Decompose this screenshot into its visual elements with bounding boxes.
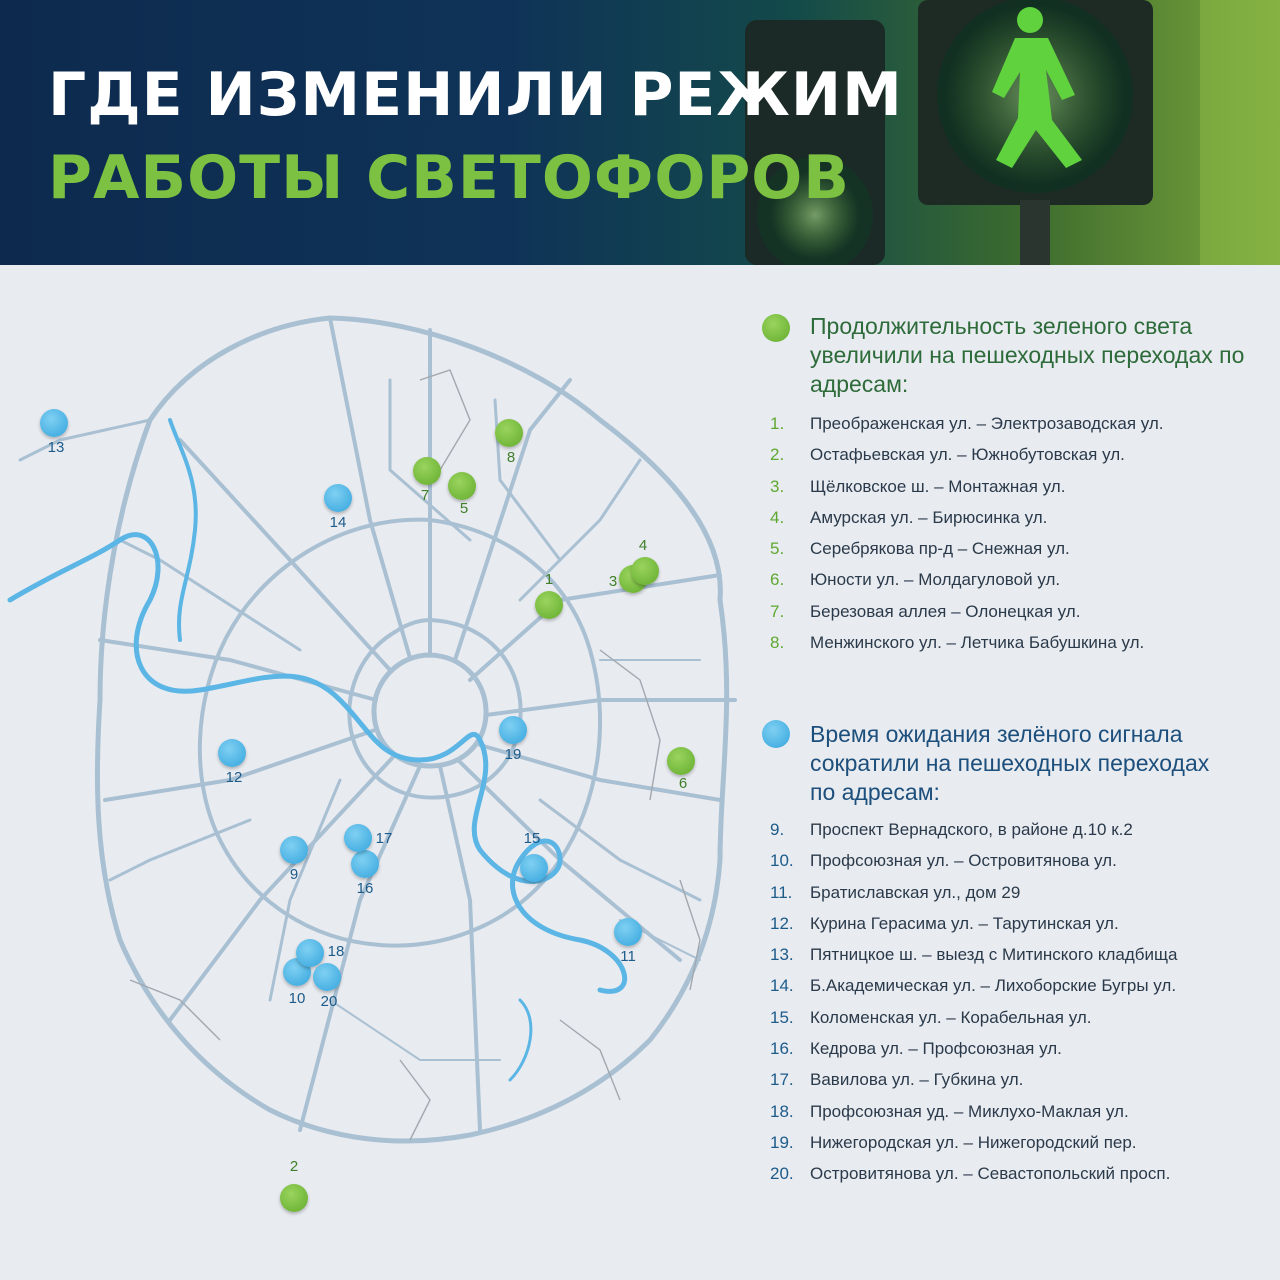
map-marker-label: 6 (678, 775, 688, 792)
legend-green-dot (762, 314, 790, 342)
list-item-address: Б.Академическая ул. – Лихоборские Бугры ул. (810, 976, 1177, 996)
list-item-number: 1. (770, 414, 785, 433)
map-marker-7 (413, 457, 441, 485)
map-marker-label: 12 (225, 769, 243, 786)
map-marker-16 (351, 850, 379, 878)
list-item-number: 18. (770, 1101, 794, 1121)
map-marker-label: 18 (327, 943, 345, 960)
map-marker-label: 1 (544, 571, 554, 588)
list-item-address: Кедрова ул. – Профсоюзная ул. (810, 1039, 1062, 1059)
list-item-number: 20. (770, 1164, 794, 1184)
list-item-address: Нижегородская ул. – Нижегородский пер. (810, 1132, 1137, 1152)
map-marker-5 (448, 472, 476, 500)
map-marker-label: 10 (288, 990, 306, 1007)
map-marker-label: 20 (320, 993, 338, 1010)
list-item-number: 7. (770, 601, 785, 621)
list-item-number: 19. (770, 1132, 794, 1152)
list-item-number: 8. (770, 633, 785, 653)
list-item-number: 15. (770, 1007, 794, 1027)
header-banner (0, 0, 1280, 265)
title-line-1: ГДЕ ИЗМЕНИЛИ РЕЖИМ (48, 60, 903, 130)
list-item-number: 9. (770, 820, 785, 839)
legend-green-heading: Продолжительность зеленого света увеличили на пешеходных переходах по адресам: (810, 313, 1245, 397)
list-item-number: 4. (770, 507, 785, 527)
list-item-number: 3. (770, 476, 785, 496)
map-marker-label: 8 (506, 449, 516, 466)
map-marker-15 (520, 854, 548, 882)
list-item-number: 11. (770, 882, 793, 902)
map-marker-11 (614, 918, 642, 946)
map-marker-17 (344, 824, 372, 852)
list-item-number: 2. (770, 445, 785, 465)
list-item-address: Профсоюзная уд. – Миклухо-Маклая ул. (810, 1101, 1129, 1121)
map-marker-label: 17 (375, 830, 393, 847)
traffic-light-image (0, 0, 1280, 265)
map-marker-label: 16 (356, 880, 374, 897)
list-item-address: Проспект Вернадского, в районе д.10 к.2 (810, 820, 1133, 839)
map-marker-2 (280, 1184, 308, 1212)
map-marker-9 (280, 836, 308, 864)
list-item-address: Пятницкое ш. – выезд с Митинского кладбища (810, 945, 1178, 965)
list-item-address: Амурская ул. – Бирюсинка ул. (810, 507, 1048, 527)
legend-blue-heading: Время ожидания зелёного сигнала сократили на пешеходных переходах по адресам: (810, 721, 1210, 805)
list-item-address: Профсоюзная ул. – Островитянова ул. (810, 851, 1117, 871)
list-item-address: Преображенская ул. – Электрозаводская ул. (810, 414, 1164, 433)
map-roads (0, 265, 760, 1280)
map-marker-label: 11 (620, 948, 636, 965)
list-item-address: Курина Герасима ул. – Тарутинская ул. (810, 913, 1119, 933)
map-marker-label: 3 (608, 573, 618, 590)
list-item-address: Менжинского ул. – Летчика Бабушкина ул. (810, 633, 1145, 653)
title-line-2: РАБОТЫ СВЕТОФОРОВ (48, 143, 851, 213)
moscow-map (0, 265, 760, 1280)
map-marker-label: 14 (329, 514, 347, 531)
legend-blue-dot (762, 720, 790, 748)
map-marker-label: 7 (420, 487, 430, 504)
map-marker-4 (631, 557, 659, 585)
map-marker-label: 13 (47, 439, 65, 456)
map-marker-1 (535, 591, 563, 619)
map-marker-label: 5 (459, 500, 469, 517)
list-item-address: Серебрякова пр-д – Снежная ул. (810, 539, 1070, 559)
list-item-address: Остафьевская ул. – Южнобутовская ул. (810, 445, 1125, 465)
list-item-number: 10. (770, 851, 794, 871)
map-marker-18 (296, 939, 324, 967)
map-marker-19 (499, 716, 527, 744)
map-marker-label: 19 (504, 746, 522, 763)
map-marker-6 (667, 747, 695, 775)
map-marker-label: 9 (289, 866, 299, 883)
map-marker-13 (40, 409, 68, 437)
map-marker-20 (313, 963, 341, 991)
list-item-number: 12. (770, 913, 794, 933)
map-marker-8 (495, 419, 523, 447)
list-item-number: 17. (770, 1070, 794, 1090)
list-item-number: 13. (770, 945, 794, 965)
map-marker-label: 15 (523, 830, 541, 847)
map-marker-label: 2 (289, 1158, 299, 1175)
list-item-address: Островитянова ул. – Севастопольский просп. (810, 1164, 1171, 1184)
list-item-address: Щёлковское ш. – Монтажная ул. (810, 476, 1066, 496)
list-item-address: Братиславская ул., дом 29 (810, 882, 1021, 902)
list-item-number: 16. (770, 1039, 794, 1059)
list-item-address: Юности ул. – Молдагуловой ул. (810, 570, 1061, 590)
map-marker-label: 4 (638, 537, 648, 554)
list-item-address: Березовая аллея – Олонецкая ул. (810, 601, 1081, 621)
list-item-number: 6. (770, 570, 785, 590)
map-marker-12 (218, 739, 246, 767)
list-item-number: 5. (770, 539, 785, 559)
list-item-number: 14. (770, 976, 794, 996)
list-item-address: Коломенская ул. – Корабельная ул. (810, 1007, 1092, 1027)
map-marker-14 (324, 484, 352, 512)
list-item-address: Вавилова ул. – Губкина ул. (810, 1070, 1024, 1090)
